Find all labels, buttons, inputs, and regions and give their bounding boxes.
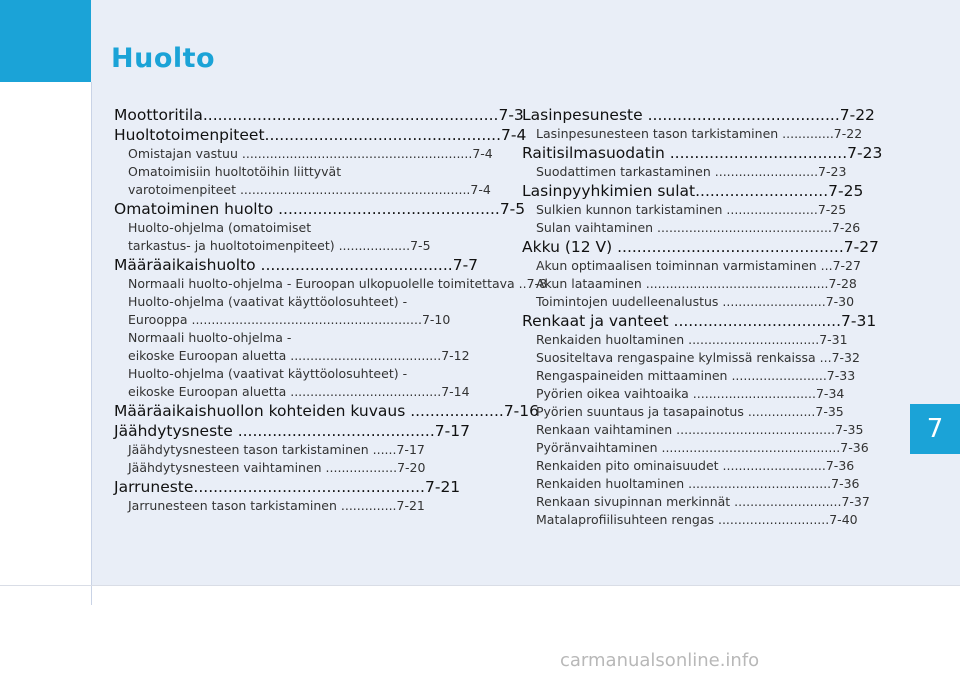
toc-subsection-link[interactable]: Jäähdytysnesteen vaihtaminen ..................7-20 — [128, 460, 426, 475]
toc-subsection-link[interactable]: Renkaiden pito ominaisuudet ..........................7-36 — [536, 458, 855, 473]
toc-subsection-link[interactable]: Renkaiden huoltaminen ....................................7-36 — [536, 476, 860, 491]
toc-section-link[interactable]: Jarruneste...............................................7-21 — [114, 478, 461, 496]
toc-section-link[interactable]: Raitisilmasuodatin ....................................7-23 — [522, 144, 883, 162]
toc-subsection-link[interactable]: Renkaiden huoltaminen .................................7-31 — [536, 332, 848, 347]
chapter-tab[interactable]: 7 — [910, 404, 960, 454]
page-title: Huolto — [111, 43, 216, 74]
left-margin-strip — [0, 82, 92, 605]
toc-subsection-link[interactable]: Normaali huolto-ohjelma - Euroopan ulkopuolelle toimitettava ..7-8 — [128, 276, 548, 291]
toc-section-link[interactable]: Jäähdytysneste ........................................7-17 — [114, 422, 470, 440]
toc-subsection-link[interactable]: Sulkien kunnon tarkistaminen .......................7-25 — [536, 202, 847, 217]
toc-subsection-link[interactable]: Omistajan vastuu ..........................................................7-4 — [128, 146, 493, 161]
toc-section-link[interactable]: Lasinpyyhkimien sulat...........................7-25 — [522, 182, 864, 200]
toc-subsection-link[interactable]: Huolto-ohjelma (vaativat käyttöolosuhteet) - — [128, 366, 408, 381]
toc-subsection-link[interactable]: eikoske Euroopan aluetta ......................................7-12 — [128, 348, 470, 363]
toc-subsection-link[interactable]: eikoske Euroopan aluetta ......................................7-14 — [128, 384, 470, 399]
toc-subsection-link[interactable]: Omatoimisiin huoltotöihin liittyvät — [128, 164, 342, 179]
footer-divider — [0, 585, 960, 586]
toc-subsection-link[interactable]: Huolto-ohjelma (vaativat käyttöolosuhteet) - — [128, 294, 408, 309]
toc-subsection-link[interactable]: Matalaprofiilisuhteen rengas ............................7-40 — [536, 512, 858, 527]
toc-subsection-link[interactable]: Sulan vaihtaminen ............................................7-26 — [536, 220, 861, 235]
toc-subsection-link[interactable]: Toimintojen uudelleenalustus ..........................7-30 — [536, 294, 855, 309]
toc-subsection-link[interactable]: Jäähdytysnesteen tason tarkistaminen ......7-17 — [128, 442, 425, 457]
toc-subsection-link[interactable]: Rengaspaineiden mittaaminen ........................7-33 — [536, 368, 856, 383]
toc-subsection-link[interactable]: Pyörien oikea vaihtoaika ...............................7-34 — [536, 386, 845, 401]
toc-section-link[interactable]: Renkaat ja vanteet ..................................7-31 — [522, 312, 877, 330]
toc-subsection-link[interactable]: Suodattimen tarkastaminen ..........................7-23 — [536, 164, 847, 179]
watermark-text: carmanualsonline.info — [560, 650, 760, 671]
toc-section-link[interactable]: Määräaikaishuolto .......................................7-7 — [114, 256, 479, 274]
toc-subsection-link[interactable]: Pyörien suuntaus ja tasapainotus .................7-35 — [536, 404, 844, 419]
toc-left-column — [114, 105, 548, 515]
toc-subsection-link[interactable]: Jarrunesteen tason tarkistaminen ..............7-21 — [128, 498, 425, 513]
header-accent-block — [0, 0, 91, 82]
toc-subsection-link[interactable]: Huolto-ohjelma (omatoimiset — [128, 220, 312, 235]
toc-section-link[interactable]: Omatoiminen huolto .............................................7-5 — [114, 200, 526, 218]
toc-subsection-link[interactable]: Pyöränvaihtaminen .............................................7-36 — [536, 440, 869, 455]
toc-section-link[interactable]: Akku (12 V) ..............................................7-27 — [522, 238, 879, 256]
toc-subsection-link[interactable]: Renkaan sivupinnan merkinnät ...........................7-37 — [536, 494, 870, 509]
toc-subsection-link[interactable]: Normaali huolto-ohjelma - — [128, 330, 292, 345]
toc-section-link[interactable]: Moottoritila............................................................7-3 — [114, 106, 524, 124]
toc-subsection-link[interactable]: Renkaan vaihtaminen ........................................7-35 — [536, 422, 864, 437]
toc-subsection-link[interactable]: Akun optimaalisen toiminnan varmistaminen ...7-27 — [536, 258, 861, 273]
toc-right-column — [522, 105, 912, 529]
toc-subsection-link[interactable]: Eurooppa ..........................................................7-10 — [128, 312, 451, 327]
toc-subsection-link[interactable]: tarkastus- ja huoltotoimenpiteet) ..................7-5 — [128, 238, 431, 253]
toc-section-link[interactable]: Määräaikaishuollon kohteiden kuvaus ...................7-16 — [114, 402, 539, 420]
toc-subsection-link[interactable]: Akun lataaminen ..............................................7-28 — [536, 276, 857, 291]
toc-section-link[interactable]: Huoltotoimenpiteet................................................7-4 — [114, 126, 527, 144]
toc-subsection-link[interactable]: varotoimenpiteet ..........................................................7-4 — [128, 182, 491, 197]
toc-subsection-link[interactable]: Suositeltava rengaspaine kylmissä renkaissa ...7-32 — [536, 350, 860, 365]
toc-subsection-link[interactable]: Lasinpesunesteen tason tarkistaminen .............7-22 — [536, 126, 863, 141]
toc-section-link[interactable]: Lasinpesuneste .......................................7-22 — [522, 106, 875, 124]
